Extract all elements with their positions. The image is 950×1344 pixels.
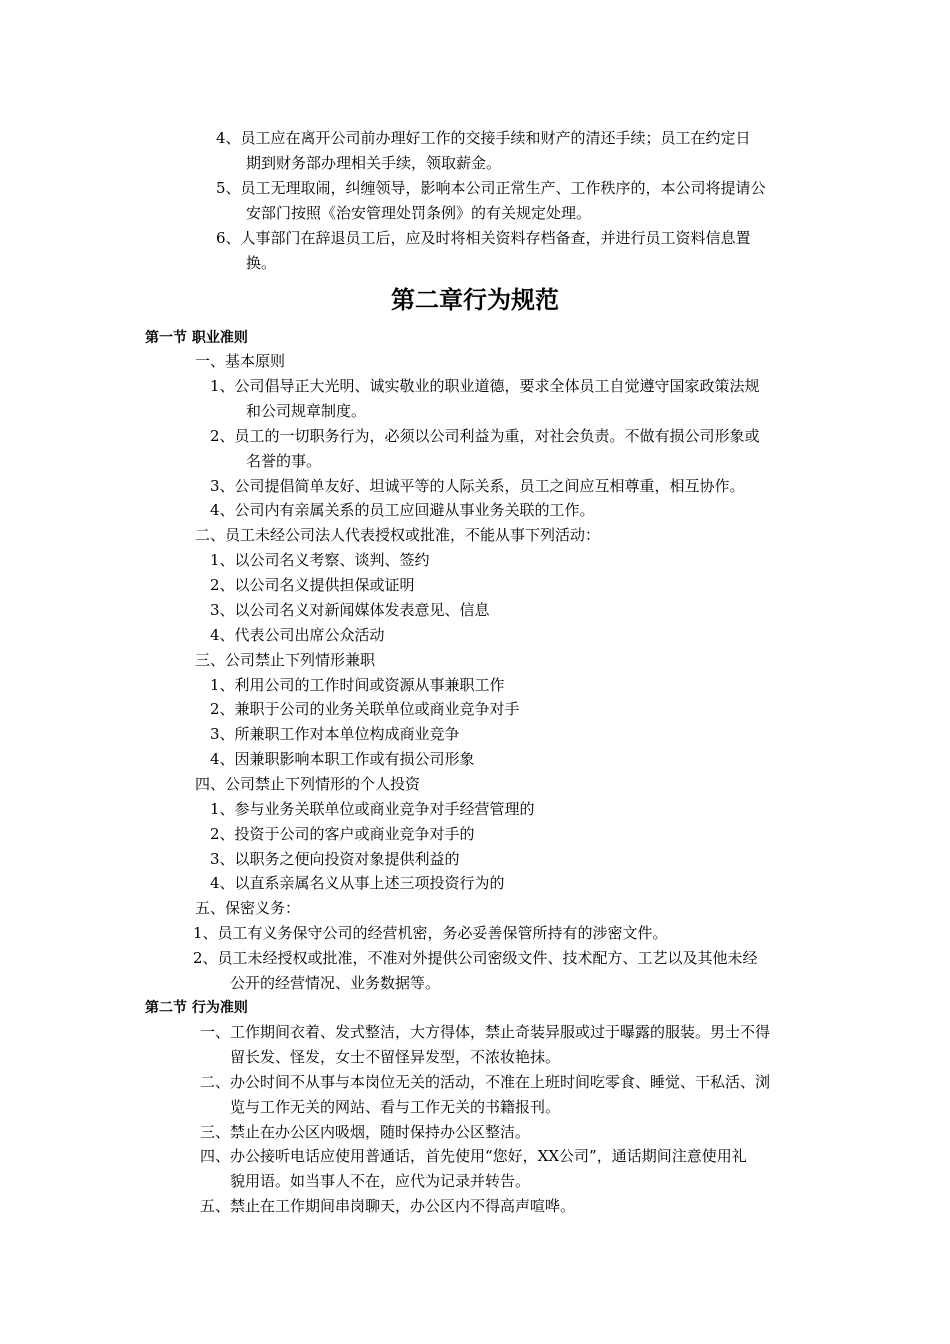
list-item: 二、办公时间不从事与本岗位无关的活动，不准在上班时间吃零食、睡觉、干私活、浏 <box>200 1073 771 1091</box>
group-3-head: 三、公司禁止下列情形兼职 <box>195 651 376 669</box>
list-item: 五、禁止在工作期间串岗聊天，办公区内不得高声喧哗。 <box>200 1197 576 1215</box>
intro-item-4-cont: 期到财务部办理相关手续，领取薪金。 <box>246 154 502 172</box>
list-item: 1、公司倡导正大光明、诚实敬业的职业道德，要求全体员工自觉遵守国家政策法规 <box>210 377 760 395</box>
list-item: 4、以直系亲属名义从事上述三项投资行为的 <box>210 874 505 892</box>
list-item: 1、以公司名义考察、谈判、签约 <box>210 551 430 569</box>
list-item: 3、以职务之便向投资对象提供利益的 <box>210 850 460 868</box>
list-item: 2、员工的一切职务行为，必须以公司利益为重，对社会负责。不做有损公司形象或 <box>210 427 760 445</box>
list-item-cont: 貌用语。如当事人不在，应代为记录并转告。 <box>230 1172 531 1190</box>
list-item: 4、代表公司出席公众活动 <box>210 626 385 644</box>
intro-item-4: 4、员工应在离开公司前办理好工作的交接手续和财产的清还手续；员工在约定日 <box>216 129 751 147</box>
list-item: 3、以公司名义对新闻媒体发表意见、信息 <box>210 601 490 619</box>
intro-item-6: 6、人事部门在辞退员工后，应及时将相关资料存档备查，并进行员工资料信息置 <box>216 229 751 247</box>
list-item: 一、工作期间衣着、发式整洁，大方得体，禁止奇装异服或过于曝露的服装。男士不得 <box>200 1023 771 1041</box>
group-4-head: 四、公司禁止下列情形的个人投资 <box>195 775 421 793</box>
list-item: 3、公司提倡简单友好、坦诚平等的人际关系，员工之间应互相尊重，相互协作。 <box>210 477 745 495</box>
list-item: 4、公司内有亲属关系的员工应回避从事业务关联的工作。 <box>210 501 595 519</box>
list-item: 2、员工未经授权或批准，不准对外提供公司密级文件、技术配方、工艺以及其他未经 <box>193 949 758 967</box>
list-item: 2、以公司名义提供担保或证明 <box>210 576 415 594</box>
list-item: 2、投资于公司的客户或商业竞争对手的 <box>210 825 475 843</box>
list-item: 三、禁止在办公区内吸烟，随时保持办公区整洁。 <box>200 1123 531 1141</box>
list-item: 1、参与业务关联单位或商业竞争对手经营管理的 <box>210 800 535 818</box>
list-item: 1、员工有义务保守公司的经营机密，务必妥善保管所持有的涉密文件。 <box>193 924 668 942</box>
list-item: 3、所兼职工作对本单位构成商业竞争 <box>210 725 460 743</box>
intro-item-6-cont: 换。 <box>246 254 277 272</box>
list-item-cont: 览与工作无关的网站、看与工作无关的书籍报刊。 <box>230 1098 561 1116</box>
list-item: 四、办公接听电话应使用普通话，首先使用“您好，XX公司”，通话期间注意使用礼 <box>200 1147 747 1165</box>
list-item-cont: 公开的经营情况、业务数据等。 <box>230 974 441 992</box>
section-1-title: 第一节 职业准则 <box>145 330 248 346</box>
list-item-cont: 名誉的事。 <box>246 452 322 470</box>
list-item: 4、因兼职影响本职工作或有损公司形象 <box>210 750 475 768</box>
list-item: 1、利用公司的工作时间或资源从事兼职工作 <box>210 676 505 694</box>
list-item-cont: 留长发、怪发，女士不留怪异发型，不浓妆艳抹。 <box>230 1048 561 1066</box>
list-item: 2、兼职于公司的业务关联单位或商业竞争对手 <box>210 700 520 718</box>
intro-item-5-cont: 安部门按照《治安管理处罚条例》的有关规定处理。 <box>246 204 592 222</box>
chapter-title: 第二章行为规范 <box>391 286 559 314</box>
group-2-head: 二、员工未经公司法人代表授权或批准，不能从事下列活动： <box>195 526 601 544</box>
list-item-cont: 和公司规章制度。 <box>246 402 367 420</box>
secrecy-head: 五、保密义务： <box>195 899 301 917</box>
intro-item-5: 5、员工无理取闹，纠缠领导，影响本公司正常生产、工作秩序的，本公司将提请公 <box>216 179 766 197</box>
group-1-head: 一、基本原则 <box>195 352 286 370</box>
section-2-title: 第二节 行为准则 <box>145 1000 248 1016</box>
